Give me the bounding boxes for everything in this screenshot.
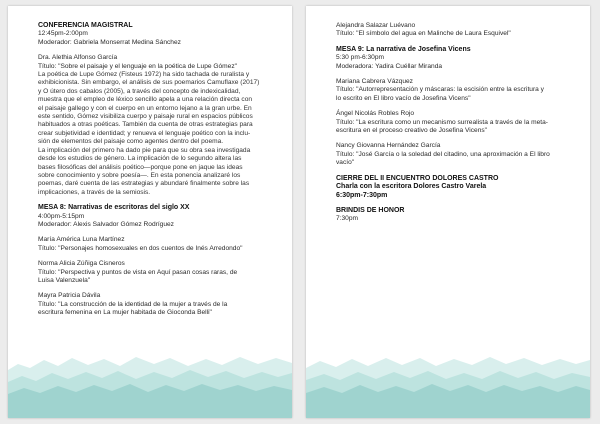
wave-decoration-left	[8, 348, 292, 418]
talk-speaker-name: Ángel Nicolás Robles Rojo	[336, 110, 415, 118]
page-right-content	[336, 22, 578, 224]
abstract-line: implicaciones, a través de la semiosis.	[38, 188, 151, 196]
wave-decoration-right	[306, 348, 590, 418]
talk-title: Título: "El símbolo del agua en Malinche de Laura Esquivel"	[336, 30, 511, 38]
talk-speaker-name: Mayra Patricia Dávila	[38, 292, 101, 300]
talk-title: Título: "José García o la soledad del citadino, una aproximación a El libro	[336, 150, 550, 158]
abstract-line: exhibicionista. Sin embargo, el análisis de sus poemarios Camuflaxe (2017)	[38, 79, 260, 87]
abstract-line: este sentido, Gómez visibiliza cuerpo y paisaje rural en espacios públicos	[38, 113, 253, 121]
abstract-line: La poética de Lupe Gómez (Fisteus 1972) ha sido tachada de ruralista y	[38, 71, 250, 79]
closing-subheading: Charla con la escritora Dolores Castro Varela	[336, 183, 487, 191]
talk-title: vacío"	[336, 159, 355, 167]
mesa9-time: 5:30 pm-6:30pm	[336, 54, 385, 62]
talk-title: Título: "Personajes homosexuales en dos cuentos de Inés Arredondo"	[38, 244, 243, 252]
talk-speaker-name: Nancy Giovanna Hernández García	[336, 142, 441, 150]
speaker-abstract	[38, 71, 280, 197]
page-left-content	[38, 22, 280, 318]
speaker-name: Dra. Alethia Alfonso García	[38, 54, 118, 62]
talk-title: Título: "La escritura como un mecanismo surrealista a través de la meta-	[336, 118, 548, 126]
conference-time: 12:45pm-2:00pm	[38, 30, 88, 38]
abstract-line: bases filosóficas del análisis poético—porque pone en jaque las ideas	[38, 163, 243, 171]
abstract-line: sobre conocimiento y sobre poesía—. En esta ponencia analizaré los	[38, 171, 241, 179]
toast-heading: BRINDIS DE HONOR	[336, 206, 405, 214]
speaker-talk-title: Título: "Sobre el paisaje y el lenguaje en la poética de Lupe Gómez"	[38, 62, 237, 70]
talk-title: Título: "La construcción de la identidad de la mujer a través de la	[38, 300, 228, 308]
talk-title: Título: "Autorrepresentación y máscaras: la escisión entre la escritura y	[336, 86, 544, 94]
talk-title: Luisa Valenzuela"	[38, 276, 91, 284]
mesa8-time: 4:00pm-5:15pm	[38, 212, 85, 220]
conference-heading: CONFERENCIA MAGISTRAL	[38, 22, 133, 29]
mesa9-heading: MESA 9: La narrativa de Josefina Vicens	[336, 45, 471, 53]
talk-title: Título: "Perspectiva y puntos de vista en Aquí pasan cosas raras, de	[38, 268, 238, 276]
talk-title: escritura en el proceso creativo de Josefina Vicens"	[336, 127, 488, 135]
abstract-line: el paisaje gallego y con el cuerpo en un entorno lejano a la gran urbe. En	[38, 104, 252, 112]
abstract-line: La implicación del primero ha dado pie para que su obra sea investigada	[38, 146, 251, 154]
talk-speaker-name: María América Luna Martínez	[38, 236, 125, 244]
talk-speaker-name: Norma Alicia Zúñiga Cisneros	[38, 260, 125, 268]
talk-title: escritura femenina en La mujer habitada de Gioconda Belli"	[38, 309, 212, 317]
talk-speaker-name: Alejandra Salazar Luévano	[336, 22, 416, 29]
abstract-line: muestra que el empleo de léxico sencillo apela a una relación directa con	[38, 96, 253, 104]
mesa9-moderator: Moderadora: Yadira Cuéllar Miranda	[336, 62, 443, 70]
mesa8-heading: MESA 8: Narrativas de escritoras del siglo XX	[38, 204, 190, 212]
abstract-line: habituados a otras poéticas. También da cuenta de otras estrategias para	[38, 121, 253, 129]
talk-title: lo escrito en El libro vacío de Josefina Vicens"	[336, 94, 471, 102]
toast-time: 7:30pm	[336, 215, 358, 223]
mesa8-moderator: Moderador: Alexis Salvador Gómez Rodríguez	[38, 220, 174, 228]
program-page-left	[8, 6, 292, 418]
abstract-line: sión de elementos del paisaje como agentes dentro del poema.	[38, 138, 224, 146]
closing-heading: CIERRE DEL II ENCUENTRO DOLORES CASTRO	[336, 174, 499, 182]
program-page-right	[306, 6, 590, 418]
abstract-line: poemas, daré cuenta de las estrategias y abundaré finalmente sobre las	[38, 180, 250, 188]
abstract-line: y O útero dos cabalos (2005), a través del concepto de indexicalidad,	[38, 87, 241, 95]
conference-moderator: Moderador: Gabriela Monserrat Medina Sánchez	[38, 38, 181, 46]
abstract-line: crear subjetividad e identidad; y renueva el lenguaje poético con la inclu-	[38, 129, 251, 137]
closing-time: 6:30pm-7:30pm	[336, 191, 388, 199]
talk-speaker-name: Mariana Cabrera Vázquez	[336, 78, 413, 86]
abstract-line: desde los estudios de género. La implicación de lo segundo altera las	[38, 155, 242, 163]
